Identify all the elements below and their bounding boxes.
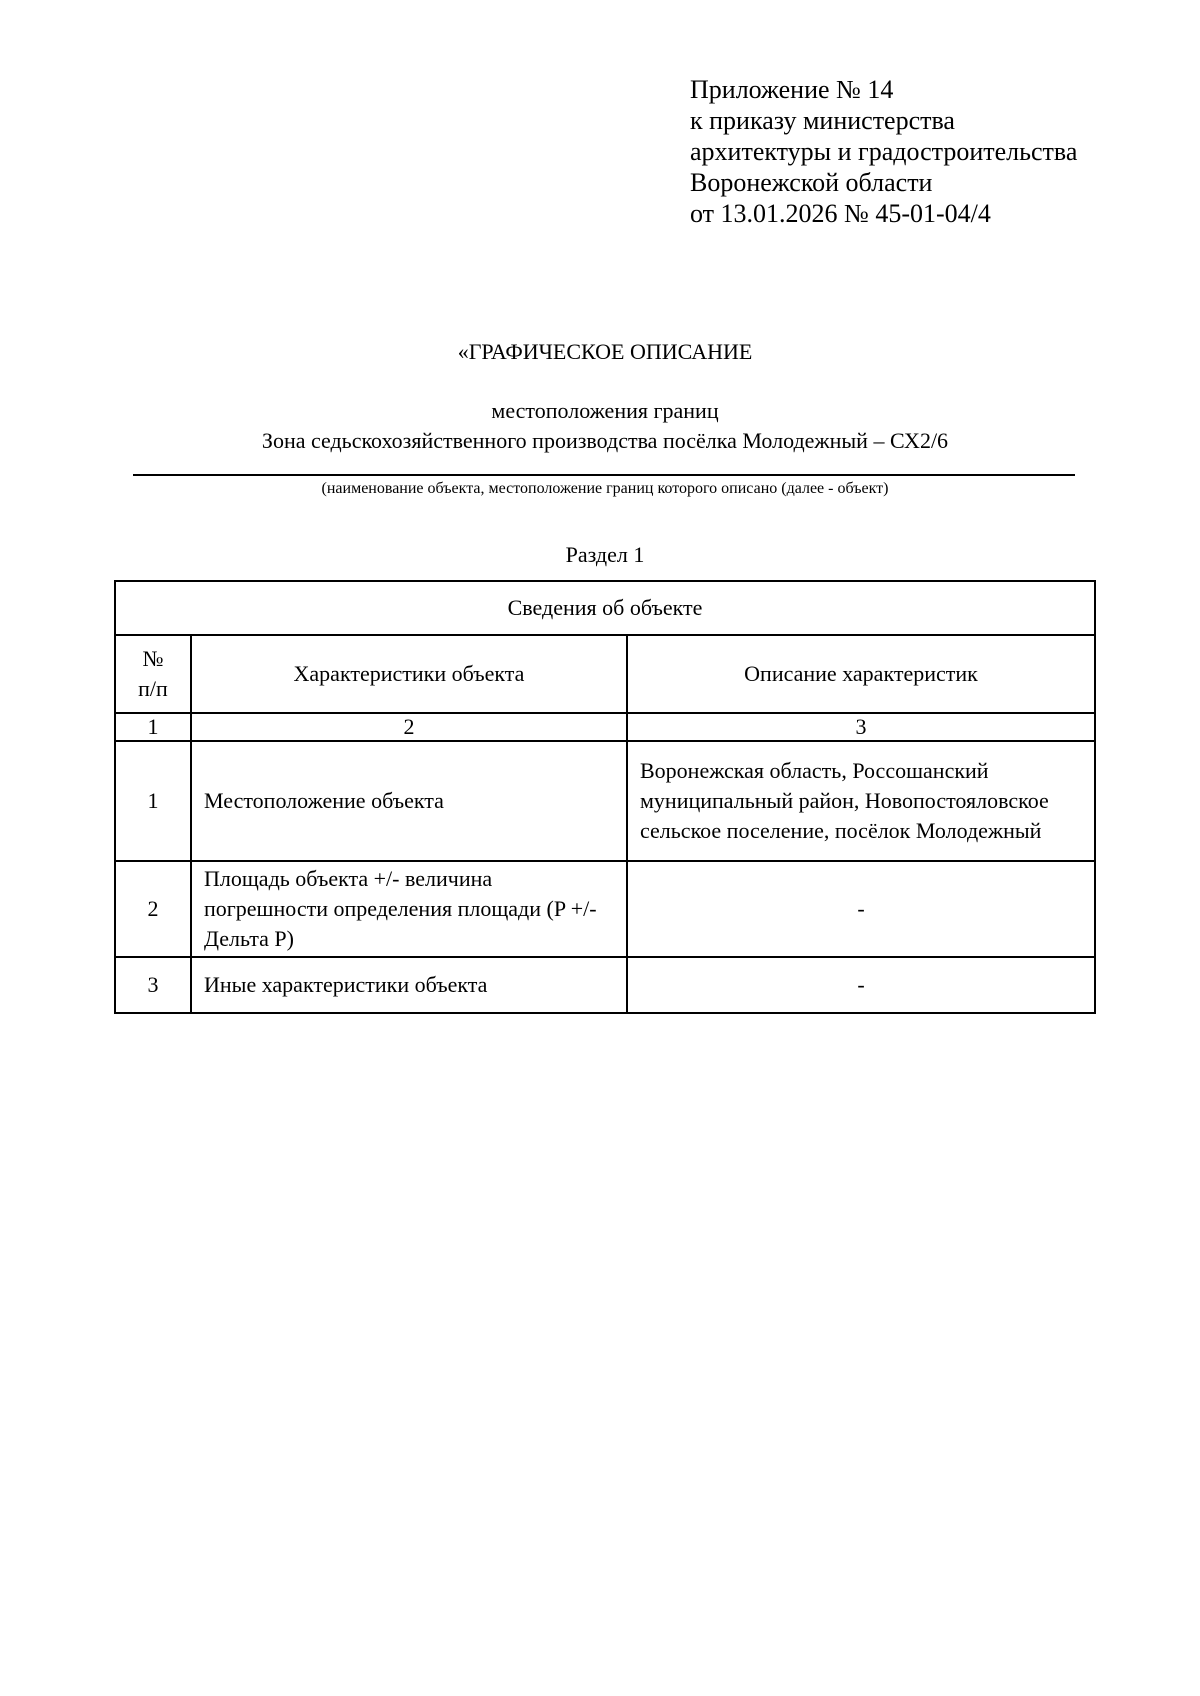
appendix-line: Приложение № 14 [690, 75, 894, 104]
header-number [115, 635, 191, 713]
document-title: «ГРАФИЧЕСКОЕ ОПИСАНИЕ [457, 339, 753, 364]
row-description: - [627, 957, 1095, 1013]
row-characteristic: Иные характеристики объекта [191, 957, 627, 1013]
table-title: Сведения об объекте [115, 581, 1095, 635]
subtitle-line: местоположения границ [491, 398, 719, 423]
row-number: 1 [115, 741, 191, 861]
row-characteristic: Площадь объекта +/- величина погрешности определения площади (P +/- Дельта P) [191, 861, 627, 957]
object-name-caption: (наименование объекта, местоположение границ которого описано (далее - объект) [321, 480, 889, 497]
table-row [115, 957, 1095, 1013]
header-description: Описание характеристик [627, 635, 1095, 713]
object-name: Зона седьскохозяйственного производства посёлка Молодежный – СХ2/6 [261, 428, 949, 453]
table-title-row [115, 581, 1095, 635]
column-number: 2 [191, 713, 627, 741]
appendix-line: архитектуры и градостроительства [690, 137, 1078, 166]
appendix-block [690, 74, 1077, 229]
section-heading: Раздел 1 [565, 542, 645, 567]
row-number: 3 [115, 957, 191, 1013]
appendix-line: от 13.01.2026 № 45-01-04/4 [690, 199, 991, 228]
appendix-line: к приказу министерства [690, 106, 955, 135]
table-header-row [115, 635, 1095, 713]
table-row [115, 861, 1095, 957]
header-characteristic: Характеристики объекта [191, 635, 627, 713]
row-description: Воронежская область, Россошанский муниципальный район, Новопостояловское сельское поселение, посёлок Молодежный [627, 741, 1095, 861]
document-subtitle [0, 396, 1200, 456]
column-number-row [115, 713, 1095, 741]
row-number: 2 [115, 861, 191, 957]
row-characteristic: Местоположение объекта [191, 741, 627, 861]
appendix-line: Воронежской области [690, 168, 933, 197]
underline-rule [133, 474, 1075, 476]
header-number-abbr: п/п [138, 676, 168, 701]
column-number: 1 [115, 713, 191, 741]
column-number: 3 [627, 713, 1095, 741]
table-row [115, 741, 1095, 861]
header-number-symbol: № [142, 646, 164, 671]
object-info-table [114, 580, 1096, 1014]
row-description: - [627, 861, 1095, 957]
